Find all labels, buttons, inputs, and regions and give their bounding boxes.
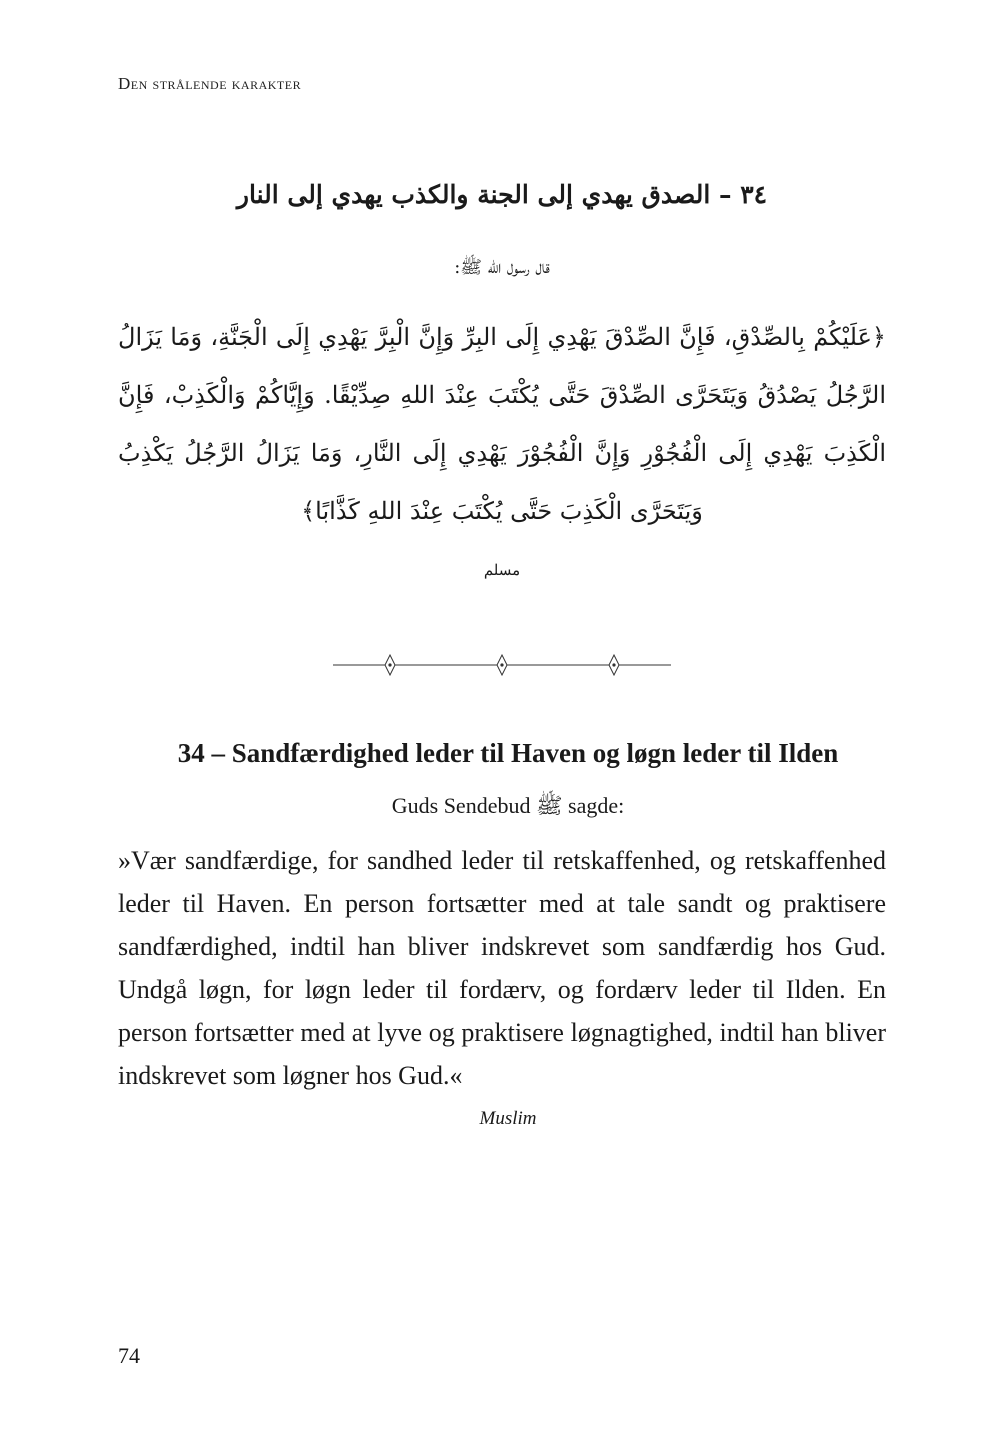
arabic-chapter-title: ٣٤ – الصدق يهدي إلى الجنة والكذب يهدي إلى النار <box>236 180 768 209</box>
danish-hadith-text: »Vær sandfærdige, for sandhed leder til retskaffenhed, og retskaffenhed leder til Haven. En person fortsætter med at tale sandt og praktisere sandfærdighed, indtil han bliver indskrevet som sandfærdig hos Gud. Undgå løgn, for løgn leder til fordærv, og fordærv leder til Ilden. En person fortsætter med at lyve og praktisere løgnagtighed, indtil han bliver indskrevet som løgner hos Gud.« <box>118 846 886 1090</box>
ornament-divider <box>333 652 671 678</box>
danish-chapter-title: 34 – Sandfærdighed leder til Haven og løgn leder til Ilden <box>177 738 839 768</box>
danish-intro: Guds Sendebud ﷺ sagde: <box>391 793 625 818</box>
page-number: 74 <box>118 1343 140 1368</box>
arabic-hadith-text: ﴿عَلَيْكُمْ بِالصِّدْقِ، فَإِنَّ الصِّدْقَ يَهْدِي إِلَى البِرِّ وَإِنَّ الْبِرَّ يَهْدِي إِلَى الْجَنَّةِ، وَمَا يَزَالُ الرَّجُلُ يَصْدُقُ وَيَتَحَرَّى الصِّدْقَ حَتَّى يُكْتَبَ عِنْدَ اللهِ صِدِّيْقًا. وَإِيَّاكُمْ وَالْكَذِبْ، فَإِنَّ الْكَذِبَ يَهْدِي إِلَى الْفُجُوْرِ وَإِنَّ الْفُجُوْرَ يَهْدِي إِلَى النَّارِ، وَمَا يَزَالُ الرَّجُلُ يَكْذِبُ وَيَتَحَرَّى الْكَذِبَ حَتَّى يُكْتَبَ عِنْدَ اللهِ كَذَّابًا﴾ <box>118 323 886 525</box>
arabic-intro: قال رسول الله ﷺ: <box>454 257 550 278</box>
arabic-source: مسلم <box>483 561 521 579</box>
danish-source: Muslim <box>479 1108 537 1129</box>
running-head: Den strålende karakter <box>118 74 302 93</box>
